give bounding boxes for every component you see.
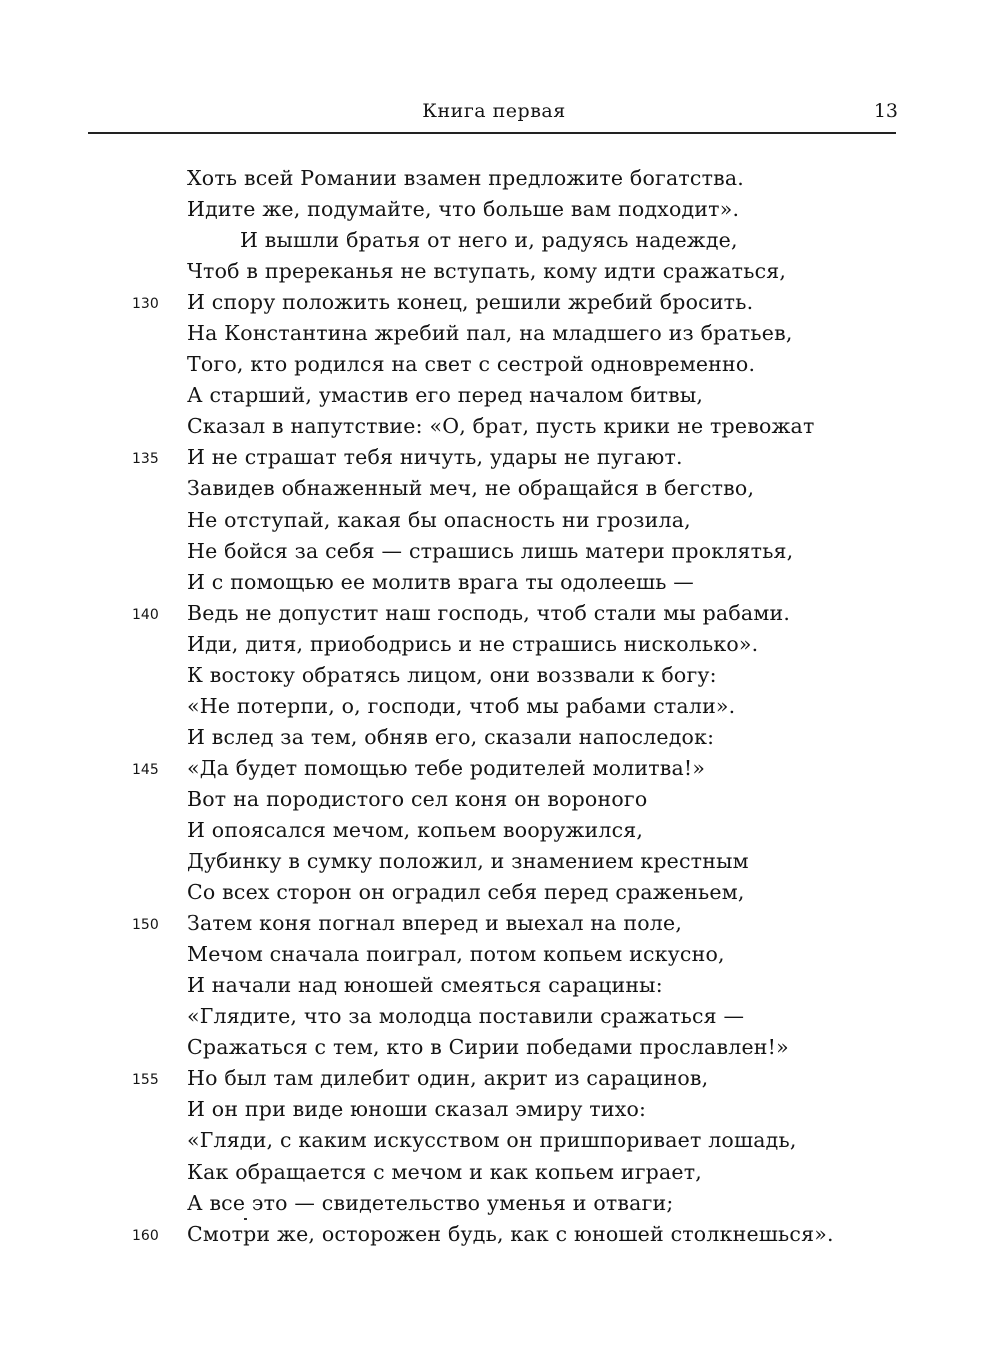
poem-line (0, 722, 1000, 753)
poem-line (0, 598, 1000, 629)
poem-line (0, 939, 1000, 970)
poem-line (0, 287, 1000, 318)
poem-line (0, 1219, 1000, 1250)
poem-line (0, 877, 1000, 908)
line-text: К востоку обратясь лицом, они воззвали к богу: (187, 662, 717, 687)
poem-line (0, 908, 1000, 939)
line-number: 145 (132, 761, 159, 778)
line-text: И спору положить конец, решили жребий бросить. (187, 290, 754, 315)
poem-line (0, 970, 1000, 1001)
line-text: Мечом сначала поиграл, потом копьем искусно, (187, 942, 725, 967)
poem-line (0, 753, 1000, 784)
poem-line (0, 225, 1000, 256)
line-text: И опоясался мечом, копьем вооружился, (187, 817, 644, 842)
poem-line (0, 846, 1000, 877)
line-text: А все это — свидетельство уменья и отваги; (187, 1190, 674, 1215)
line-text: И не страшат тебя ничуть, удары не пугают. (187, 445, 683, 470)
line-number: 135 (132, 451, 159, 468)
poem-line (0, 194, 1000, 225)
poem-line (0, 1001, 1000, 1032)
poem-line (0, 1032, 1000, 1063)
poem-line (0, 536, 1000, 567)
line-text: И начали над юношей смеяться сарацины: (187, 973, 663, 998)
line-text: На Константина жребий пал, на младшего из братьев, (187, 321, 793, 346)
poem-line (0, 691, 1000, 722)
poem-line (0, 815, 1000, 846)
poem-line (0, 1157, 1000, 1188)
line-text: И вслед за тем, обняв его, сказали напоследок: (187, 724, 715, 749)
line-text: Чтоб в пререканья не вступать, кому идти сражаться, (187, 259, 787, 284)
line-text: «Не потерпи, о, господи, чтоб мы рабами стали». (187, 693, 736, 718)
poem-line (0, 1188, 1000, 1219)
line-text: Того, кто родился на свет с сестрой одновременно. (187, 352, 756, 377)
line-text: И он при виде юноши сказал эмиру тихо: (187, 1097, 647, 1122)
poem-line (0, 442, 1000, 473)
line-text: Но был там дилебит один, акрит из сарацинов, (187, 1066, 709, 1091)
poem-line (0, 1063, 1000, 1094)
line-text: Со всех сторон он оградил себя перед сраженьем, (187, 880, 745, 905)
poem-line (0, 163, 1000, 194)
poem-line (0, 1094, 1000, 1125)
line-text: И с помощью ее молитв врага ты одолеешь — (187, 569, 694, 594)
print-speck (244, 1218, 247, 1220)
line-text: Как обращается с мечом и как копьем играет, (187, 1159, 703, 1184)
line-text: «Гляди, с каким искусством он пришпоривает лошадь, (187, 1128, 797, 1153)
poem-line (0, 411, 1000, 442)
poem-line (0, 505, 1000, 536)
line-text: Сказал в напутствие: «О, брат, пусть крики не тревожат (187, 414, 815, 439)
line-text: «Глядите, что за молодца поставили сражаться — (187, 1004, 745, 1029)
line-text: Не отступай, какая бы опасность ни грозила, (187, 507, 691, 532)
line-number: 140 (132, 606, 159, 623)
poem-text (0, 163, 1000, 1250)
line-text: Завидев обнаженный меч, не обращайся в бегство, (187, 476, 755, 501)
line-text: А старший, умастив его перед началом битвы, (187, 383, 704, 408)
line-text: Вот на породистого сел коня он вороного (187, 786, 648, 811)
line-text: «Да будет помощью тебе родителей молитва!» (187, 755, 706, 780)
poem-line (0, 567, 1000, 598)
poem-line (0, 318, 1000, 349)
line-number: 155 (132, 1072, 159, 1089)
line-text: Идите же, подумайте, что больше вам подходит». (187, 197, 740, 222)
poem-line (0, 784, 1000, 815)
poem-line (0, 629, 1000, 660)
line-text: Затем коня погнал вперед и выехал на поле, (187, 911, 683, 936)
line-number: 130 (132, 296, 159, 313)
page-number: 13 (873, 100, 898, 122)
header-rule (88, 132, 896, 134)
line-text: Смотри же, осторожен будь, как с юношей столкнешься». (187, 1221, 834, 1246)
line-number: 160 (132, 1227, 159, 1244)
line-text: Хоть всей Романии взамен предложите богатства. (187, 166, 745, 190)
line-text: Сражаться с тем, кто в Сирии победами прославлен!» (187, 1035, 789, 1060)
poem-line (0, 473, 1000, 504)
line-text: Не бойся за себя — страшись лишь матери проклятья, (187, 538, 794, 563)
poem-line (0, 380, 1000, 411)
line-number: 150 (132, 917, 159, 934)
poem-line (0, 349, 1000, 380)
line-text: Дубинку в сумку положил, и знамением крестным (187, 849, 749, 874)
poem-line (0, 660, 1000, 691)
line-text: И вышли братья от него и, радуясь надежде, (240, 228, 738, 253)
line-text: Ведь не допустит наш господь, чтоб стали мы рабами. (187, 600, 791, 625)
running-title: Книга первая (422, 100, 566, 122)
page-header (88, 100, 900, 130)
poem-line (0, 1125, 1000, 1156)
poem-line (0, 256, 1000, 287)
line-text: Иди, дитя, приободрись и не страшись нисколько». (187, 631, 759, 656)
